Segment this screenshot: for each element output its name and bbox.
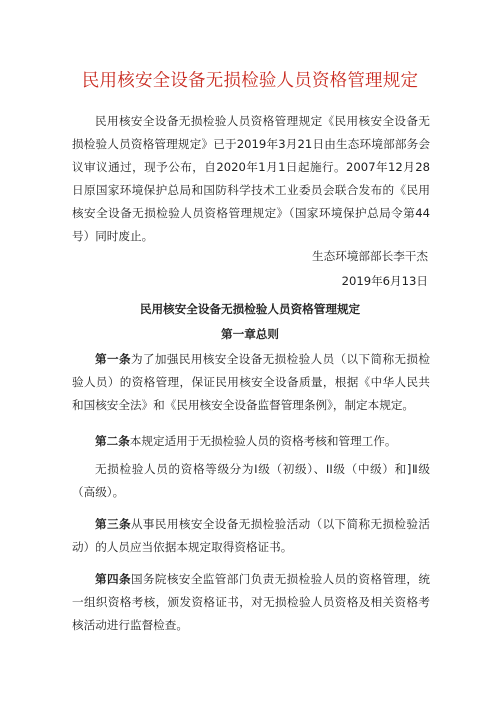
article-2-levels-text: 无损检验人员的资格等级分为I级（初级）、II级（中级）和]Ⅱ级（高级）。 xyxy=(72,462,430,499)
article-1 xyxy=(72,348,430,417)
article-2 xyxy=(72,430,430,453)
preamble-paragraph: 民用核安全设备无损检验人员资格管理规定《民用核安全设备无损检验人员资格管理规定》已于2019年3月21日由生态环境部部务会议审议通过，现予公布，自2020年1月1日起施行。2007年12月28日原国家环境保护总局和国防科学技术工业委员会联合发布的《民用核安全设备无损检验人员资格管理规定》（国家环境保护总局令第44号）同时废止。 xyxy=(72,114,430,243)
article-3 xyxy=(72,513,430,559)
article-2-levels xyxy=(72,458,430,504)
article-2-label: 第二条 xyxy=(95,434,130,448)
chapter-heading: 第一章总则 xyxy=(221,327,279,341)
article-4-label: 第四条 xyxy=(95,572,131,586)
article-4 xyxy=(72,568,430,637)
issue-date: 2019年6月13日 xyxy=(341,274,428,288)
article-1-label: 第一条 xyxy=(95,352,131,366)
article-4-text: 国务院核安全监管部门负责无损检验人员的资格管理，统一组织资格考核，颁发资格证书，对无损检验人员资格及相关资格考核活动进行监督检查。 xyxy=(72,572,430,632)
document-title: 民用核安全设备无损检验人员资格管理规定 xyxy=(81,71,419,91)
regulation-subtitle: 民用核安全设备无损检验人员资格管理规定 xyxy=(139,302,361,316)
article-2-text: 本规定适用于无损检验人员的资格考核和管理工作。 xyxy=(129,434,397,448)
article-1-text: 为了加强民用核安全设备无损检验人员（以下简称无损检验人员）的资格管理，保证民用核安全设备质量，根据《中华人民共和国核安全法》和《民用核安全设备监督管理条例》，制定本规定。 xyxy=(72,352,430,412)
signatory: 生态环境部部长李干杰 xyxy=(312,249,428,263)
article-3-label: 第三条 xyxy=(95,517,131,531)
article-3-text: 从事民用核安全设备无损检验活动（以下简称无损检验活动）的人员应当依据本规定取得资格证书。 xyxy=(72,517,430,554)
